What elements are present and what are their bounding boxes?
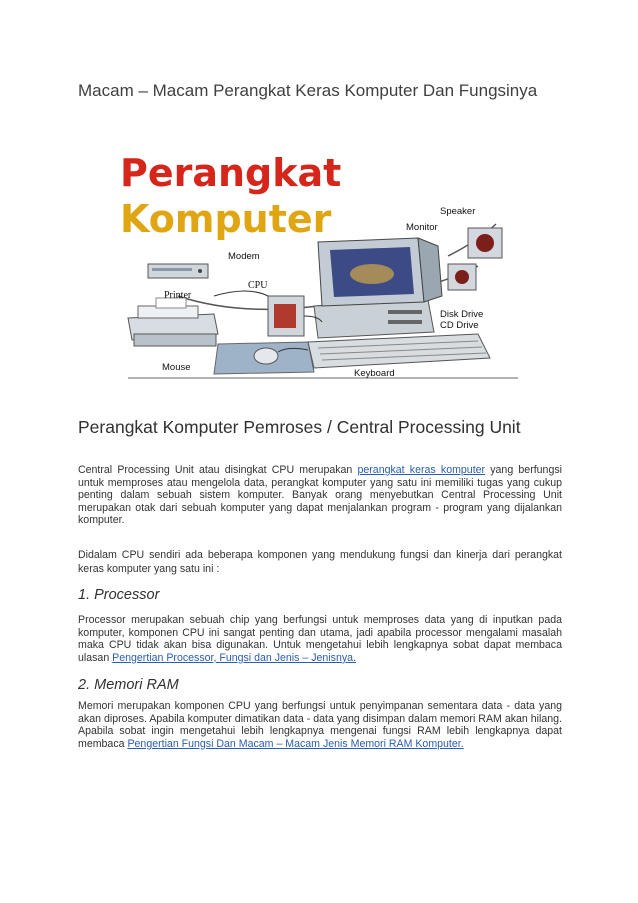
speaker-icon [448, 228, 502, 290]
figure-heading-2: Komputer [120, 197, 332, 241]
label-disk-drive: Disk Drive [440, 309, 484, 320]
paragraph-text: Processor merupakan sebuah chip yang berfungsi untuk memproses data yang di inputkan pada komputer, komponen CPU ini sangat penting dan utama, jadi apabila processor mengalami masalah maka CPU tidak akan bisa digunakan. Untuk mengetahui lebih lengkapnya sobat dapat membaca ulasan [78, 614, 562, 664]
paragraph-cpu-components: Didalam CPU sendiri ada beberapa komponen yang mendukung fungsi dan kinerja dari perangkat keras komputer yang satu ini : [78, 549, 562, 575]
paragraph-text: Memori merupakan komponen CPU yang berfungsi untuk penyimpanan sementara data - data yang akan diproses. Apabila komputer dimatikan data - data yang disimpan dalam memori RAM akan hilang. Apabila sobat ingin mengetahui lebih lengkapnya mengenai fungsi RAM lebih lengkapnya dapat membaca [78, 700, 562, 750]
paragraph-text: yang berfungsi untuk memproses atau mengelola data, perangkat komputer yang satu ini memiliki tugas yang cukup penting dalam sebuah sistem komputer. Banyak orang menyebutkan Central Processing Unit merupakan otak dari sebuah komputer yang dapat menjalankan program - program yang dijalankan komputer. [78, 464, 562, 527]
hardware-illustration-svg [118, 146, 532, 386]
monitor-icon [318, 238, 442, 306]
label-mouse: Mouse [162, 362, 191, 373]
paragraph-processor [78, 614, 562, 664]
label-keyboard: Keyboard [354, 368, 395, 379]
section-heading-cpu: Perangkat Komputer Pemroses / Central Processing Unit [78, 417, 521, 437]
page-title: Macam – Macam Perangkat Keras Komputer Dan Fungsinya [78, 81, 538, 100]
label-modem: Modem [228, 251, 260, 262]
hardware-illustration [118, 146, 532, 386]
modem-icon [148, 264, 208, 278]
cpu-tower-icon [268, 296, 304, 336]
paragraph-text: Central Processing Unit atau disingkat CPU merupakan [78, 464, 358, 476]
paragraph-memori-ram [78, 700, 562, 750]
link-pengertian-ram[interactable]: Pengertian Fungsi Dan Macam – Macam Jenis Memori RAM Komputer. [127, 737, 464, 750]
link-perangkat-keras[interactable]: perangkat keras komputer [357, 464, 486, 476]
label-cd-drive: CD Drive [440, 320, 479, 331]
mouse-icon [214, 342, 314, 374]
keyboard-icon [308, 334, 490, 368]
paragraph-cpu-intro [78, 464, 562, 527]
figure-heading-1: Perangkat [120, 151, 342, 195]
label-monitor: Monitor [406, 222, 438, 233]
printer-icon [128, 298, 218, 346]
label-cpu: CPU [248, 280, 268, 291]
heading-processor: 1. Processor [78, 587, 160, 603]
link-pengertian-processor[interactable]: Pengertian Processor, Fungsi dan Jenis – Jenisnya. [112, 651, 356, 664]
label-printer: Printer [164, 290, 192, 301]
label-speaker: Speaker [440, 206, 476, 217]
heading-memori-ram: 2. Memori RAM [78, 677, 179, 693]
